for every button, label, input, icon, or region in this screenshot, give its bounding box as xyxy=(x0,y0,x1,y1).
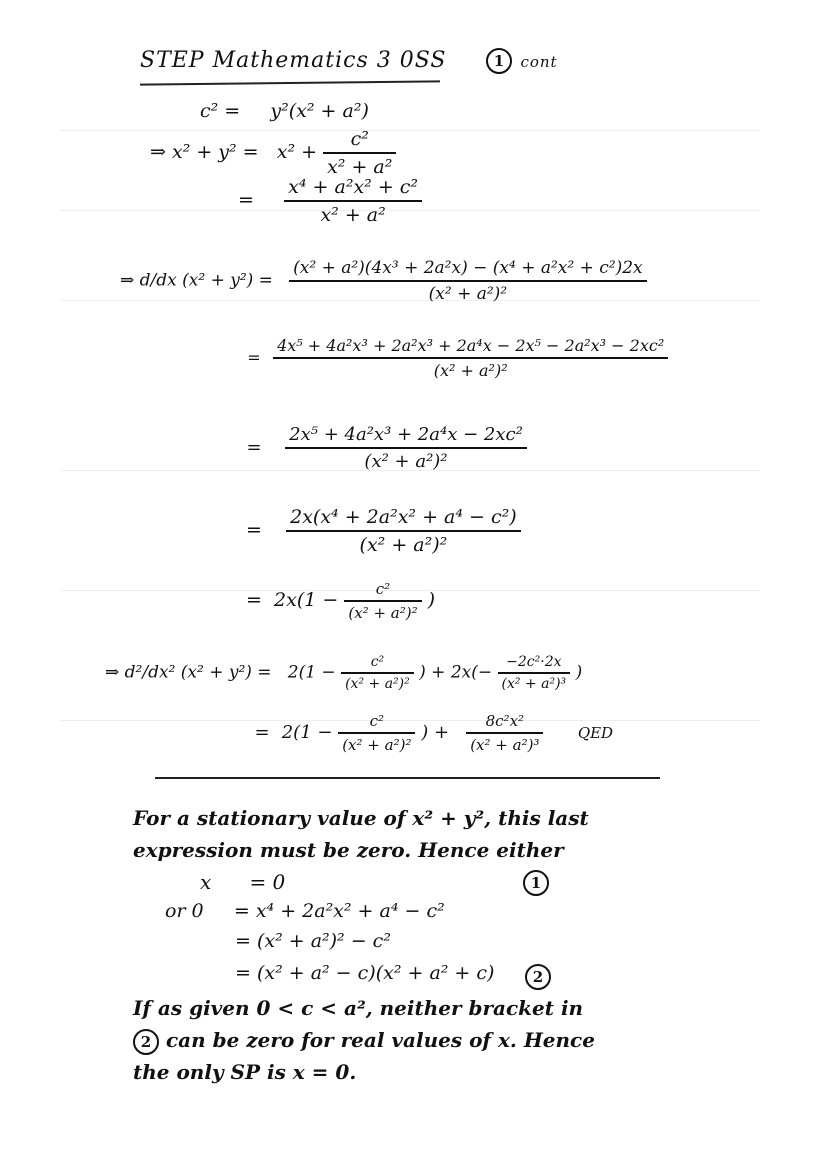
conclusion-line-3: If as given 0 < c < a², neither bracket in xyxy=(133,996,584,1020)
conclusion-line-4 xyxy=(133,1028,595,1055)
equation-line-1 xyxy=(200,100,369,122)
eq9-a-fraction xyxy=(341,654,414,692)
cont-label: cont xyxy=(520,53,558,71)
eq2-prefix: ⇒ x² + y² = xyxy=(150,141,259,163)
eq2-numerator: c² xyxy=(350,128,369,150)
case4-tag: 2 xyxy=(525,964,551,990)
case1-tag: 1 xyxy=(523,870,549,896)
eq9-b-post: ) xyxy=(575,662,583,683)
equation-line-8 xyxy=(240,580,435,622)
eq8-denominator: (x² + a²)² xyxy=(348,604,418,622)
eq7-denominator: (x² + a²)² xyxy=(359,534,448,556)
eq5-fraction xyxy=(273,336,668,380)
conclusion-line-1: For a stationary value of x² + y², this last xyxy=(133,806,589,830)
eq8-post: ) xyxy=(427,589,436,611)
eq9-b-numerator: −2c²·2x xyxy=(506,654,562,670)
eq6-equals: = xyxy=(246,437,262,458)
eq10-a-denominator: (x² + a²)² xyxy=(342,736,412,754)
eq6-fraction xyxy=(285,424,527,472)
eq2-fraction xyxy=(323,128,396,178)
case-line-2 xyxy=(165,900,445,922)
eq9-a-pre: 2(1 − xyxy=(287,662,336,683)
eq6-numerator: 2x⁵ + 4a²x³ + 2a⁴x − 2xc² xyxy=(289,424,523,445)
equation-line-10 xyxy=(248,712,613,754)
page-title xyxy=(140,48,570,74)
case-line-1 xyxy=(200,870,285,894)
eq9-prefix: ⇒ d²/dx² (x² + y²) = xyxy=(105,662,272,683)
equation-line-2 xyxy=(150,128,396,178)
eq3-denominator: x² + a² xyxy=(320,204,386,226)
eq4-fraction xyxy=(289,258,646,304)
eq5-equals: = xyxy=(247,347,261,367)
case-line-4: = (x² + a² − c)(x² + a² + c) xyxy=(235,962,495,984)
eq5-numerator: 4x⁵ + 4a²x³ + 2a²x³ + 2a⁴x − 2x⁵ − 2a²x³ − 2xc² xyxy=(277,336,665,355)
conclusion-line-5: the only SP is x = 0. xyxy=(133,1060,357,1084)
eq10-a-fraction xyxy=(338,712,415,754)
eq2-denominator: x² + a² xyxy=(327,156,393,178)
eq10-a-numerator: c² xyxy=(369,712,385,730)
eq4-prefix: ⇒ d/dx (x² + y²) = xyxy=(120,270,273,291)
eq3-fraction xyxy=(284,176,422,226)
equation-line-5 xyxy=(240,336,668,380)
equation-line-9 xyxy=(105,654,582,692)
eq7-equals: = xyxy=(246,519,262,541)
eq9-b-fraction xyxy=(498,654,571,692)
conclusion-line-4-text: can be zero for real values of x. Hence xyxy=(165,1028,595,1052)
case-line-3: = (x² + a²)² − c² xyxy=(235,930,391,952)
eq10-a-pre: 2(1 − xyxy=(281,722,333,743)
question-number-badge: 1 xyxy=(486,48,512,74)
eq1-lhs: c² = xyxy=(200,100,241,122)
case2-lhs: or 0 xyxy=(165,900,204,922)
eq10-b-fraction xyxy=(466,712,543,754)
eq9-a-denominator: (x² + a²)² xyxy=(345,676,410,692)
case1-rhs: = 0 xyxy=(249,870,286,894)
eq4-numerator: (x² + a²)(4x³ + 2a²x) − (x⁴ + a²x² + c²)2x xyxy=(293,258,643,278)
eq8-fraction xyxy=(344,580,421,622)
section-divider xyxy=(155,777,660,779)
title-text: STEP Mathematics 3 0SS xyxy=(140,48,447,73)
eq7-fraction xyxy=(286,506,521,556)
equation-line-6 xyxy=(240,424,527,472)
eq10-b-denominator: (x² + a²)³ xyxy=(470,736,540,754)
qed-label: QED xyxy=(577,724,614,742)
eq3-numerator: x⁴ + a²x² + c² xyxy=(288,176,419,198)
case2-rhs: = x⁴ + 2a²x² + a⁴ − c² xyxy=(233,900,445,922)
eq9-a-post: ) + 2x(− xyxy=(419,662,493,683)
equation-line-7 xyxy=(240,506,521,556)
eq4-denominator: (x² + a²)² xyxy=(428,284,508,304)
eq5-denominator: (x² + a²)² xyxy=(433,361,508,380)
ref-tag-2: 2 xyxy=(133,1029,159,1055)
eq2-term: x² + xyxy=(276,141,318,163)
conclusion-line-2: expression must be zero. Hence either xyxy=(133,838,564,862)
eq3-equals: = xyxy=(238,189,254,211)
eq10-equals: = xyxy=(254,722,270,743)
title-underline xyxy=(140,80,440,85)
case1-lhs: x xyxy=(200,870,212,894)
eq1-rhs: y²(x² + a²) xyxy=(270,100,369,122)
eq9-b-denominator: (x² + a²)³ xyxy=(501,676,567,692)
eq10-a-post: ) + xyxy=(421,722,450,743)
equation-line-4 xyxy=(120,258,647,304)
eq7-numerator: 2x(x⁴ + 2a²x² + a⁴ − c²) xyxy=(290,506,517,528)
eq8-pre: 2x(1 − xyxy=(274,589,339,611)
eq8-numerator: c² xyxy=(375,580,391,598)
eq9-a-numerator: c² xyxy=(370,654,385,670)
eq6-denominator: (x² + a²)² xyxy=(364,451,448,472)
eq10-b-numerator: 8c²x² xyxy=(485,712,525,730)
eq8-equals: = xyxy=(246,589,262,611)
equation-line-3 xyxy=(232,176,422,226)
